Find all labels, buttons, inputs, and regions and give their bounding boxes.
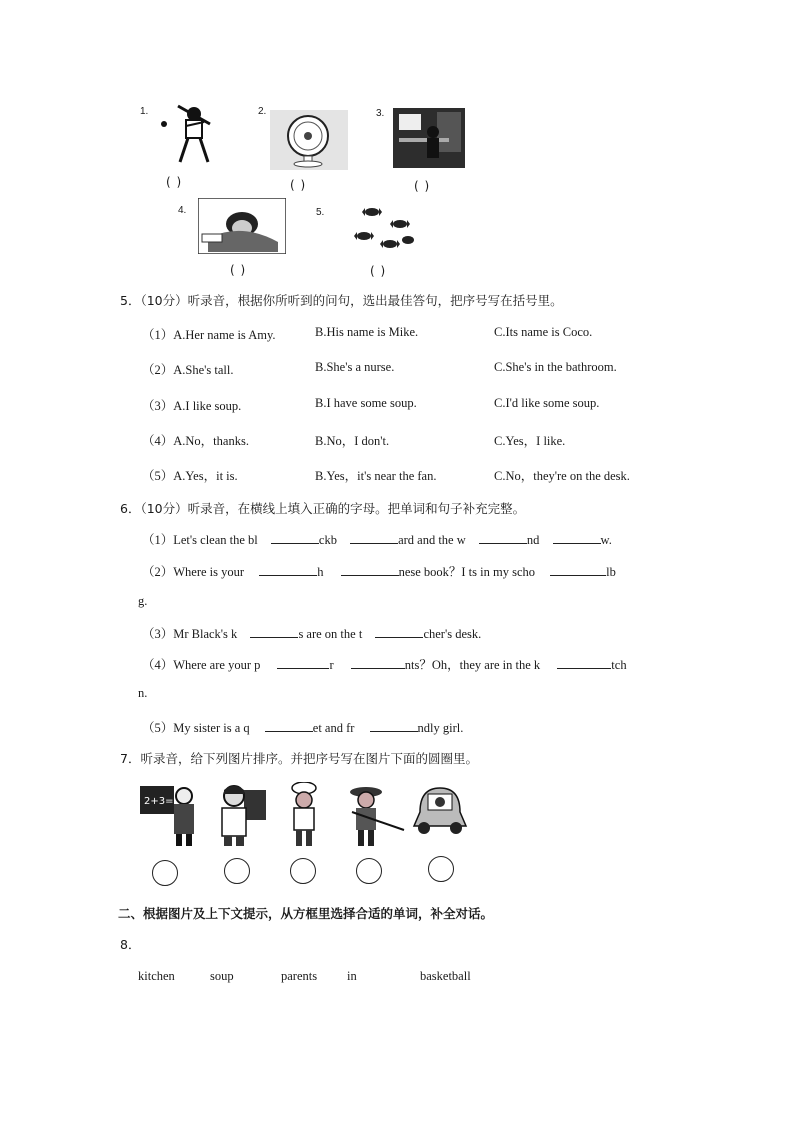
- q5-row2-a: （2）A.She's tall.: [142, 363, 234, 377]
- order-circle-3[interactable]: [290, 858, 316, 884]
- q6-l4-d: tch: [611, 658, 627, 672]
- q6-l3-blank1[interactable]: [250, 626, 298, 638]
- farmer-icon: [342, 782, 406, 848]
- baseball-player-icon: [158, 100, 220, 168]
- answer-paren-3[interactable]: ( ): [414, 179, 431, 193]
- pic-number-1: 1.: [140, 106, 149, 117]
- fan-icon: [270, 110, 348, 170]
- q6-l2-b: h: [317, 565, 324, 579]
- cook-icon: [280, 782, 328, 848]
- q5-row1-a: （1）A.Her name is Amy.: [142, 328, 276, 342]
- word-in: in: [347, 969, 357, 983]
- q5-row3-c: C.I'd like some soup.: [494, 396, 600, 410]
- q6-l2-blank2[interactable]: [341, 564, 399, 576]
- q5-row5-a: （5）A.Yes，it is.: [142, 469, 238, 483]
- q6-line3: [142, 624, 481, 642]
- q6-l4-blank1[interactable]: [277, 657, 329, 669]
- q5-row3-b: B.I have some soup.: [315, 396, 417, 410]
- pic-number-2: 2.: [258, 106, 267, 117]
- q6-title: 6．（10分）听录音，在横线上填入正确的字母。把单词和句子补充完整。: [120, 501, 526, 516]
- pic-number-5: 5.: [316, 207, 325, 218]
- q5-row2-b: B.She's a nurse.: [315, 360, 395, 374]
- q5-row4-c: C.Yes，I like.: [494, 434, 566, 448]
- q6-l2-a: （2）Where is your: [142, 565, 245, 579]
- q6-l1-blank2[interactable]: [350, 532, 398, 544]
- q7-title: 7．听录音，给下列图片排序。并把序号写在图片下面的圆圈里。: [120, 751, 478, 766]
- answer-paren-4[interactable]: ( ): [230, 263, 247, 277]
- q6-l5-b: et and fr: [312, 721, 355, 735]
- q6-l1-e: w.: [600, 533, 612, 547]
- q6-l2-d: lb: [606, 565, 616, 579]
- q6-line1: [142, 530, 612, 548]
- q6-l4-b: r: [329, 658, 334, 672]
- word-basketball: basketball: [420, 969, 471, 983]
- driver-icon: [410, 782, 470, 842]
- order-circle-1[interactable]: [152, 860, 178, 886]
- q5-row3-a: （3）A.I like soup.: [142, 399, 242, 413]
- q5-row5-b: B.Yes，it's near the fan.: [315, 469, 437, 483]
- q6-l2-c: nese book？I ts in my scho: [398, 565, 536, 579]
- q6-l5-blank2[interactable]: [370, 720, 418, 732]
- q6-l2-blank3[interactable]: [550, 564, 606, 576]
- q6-l1-c: ard and the w: [398, 533, 466, 547]
- q6-l1-b: ckb: [318, 533, 337, 547]
- q6-l1-blank3[interactable]: [479, 532, 527, 544]
- q6-l4-a: （4）Where are your p: [142, 658, 261, 672]
- q6-l4-blank3[interactable]: [557, 657, 611, 669]
- sleeping-girl-icon: [198, 198, 286, 254]
- q6-l1-a: （1）Let's clean the bl: [142, 533, 258, 547]
- order-circle-4[interactable]: [356, 858, 382, 884]
- q6-l5-c: ndly girl.: [417, 721, 464, 735]
- q5-row2-c: C.She's in the bathroom.: [494, 360, 617, 374]
- q6-l2-wrap: g.: [138, 594, 148, 608]
- q6-line4: [142, 655, 627, 673]
- svg-text:2+3=: 2+3=: [144, 796, 174, 807]
- q8-number: 8．: [120, 937, 141, 952]
- teacher-icon: [140, 782, 198, 848]
- word-soup: soup: [210, 969, 234, 983]
- q6-l3-a: （3）Mr Black's k: [142, 627, 238, 641]
- computer-desk-icon: [393, 108, 465, 168]
- answer-paren-1[interactable]: ( ): [166, 175, 183, 189]
- answer-paren-5[interactable]: ( ): [370, 264, 387, 278]
- q6-l5-a: （5）My sister is a q: [142, 721, 250, 735]
- q6-line2: [142, 562, 616, 580]
- q6-l2-blank1[interactable]: [259, 564, 317, 576]
- section2-title: 二、根据图片及上下文提示，从方框里选择合适的单词，补全对话。: [118, 906, 494, 921]
- word-kitchen: kitchen: [138, 969, 175, 983]
- q6-l4-wrap: n.: [138, 686, 148, 700]
- q5-title: 5．（10分）听录音，根据你所听到的问句，选出最佳答句，把序号写在括号里。: [120, 293, 563, 308]
- q5-row1-b: B.His name is Mike.: [315, 325, 419, 339]
- pic-number-3: 3.: [376, 108, 385, 119]
- q6-l1-blank1[interactable]: [271, 532, 319, 544]
- q6-l3-b: s are on the t: [298, 627, 363, 641]
- doctor-icon: [210, 782, 268, 848]
- q6-l1-d: nd: [526, 533, 540, 547]
- q5-row4-b: B.No，I don't.: [315, 434, 390, 448]
- q6-l1-blank4[interactable]: [553, 532, 601, 544]
- q6-l3-blank2[interactable]: [375, 626, 423, 638]
- q6-line5: [142, 718, 463, 736]
- pic-number-4: 4.: [178, 205, 187, 216]
- q6-l4-c: nts？Oh，they are in the k: [404, 658, 541, 672]
- candies-icon: [346, 204, 422, 254]
- order-circle-2[interactable]: [224, 858, 250, 884]
- word-parents: parents: [281, 969, 318, 983]
- order-circle-5[interactable]: [428, 856, 454, 882]
- q5-row4-a: （4）A.No，thanks.: [142, 434, 249, 448]
- q5-row5-c: C.No，they're on the desk.: [494, 469, 630, 483]
- q6-l4-blank2[interactable]: [351, 657, 405, 669]
- q5-row1-c: C.Its name is Coco.: [494, 325, 593, 339]
- q6-l5-blank1[interactable]: [265, 720, 313, 732]
- answer-paren-2[interactable]: ( ): [290, 178, 307, 192]
- q6-l3-c: cher's desk.: [423, 627, 482, 641]
